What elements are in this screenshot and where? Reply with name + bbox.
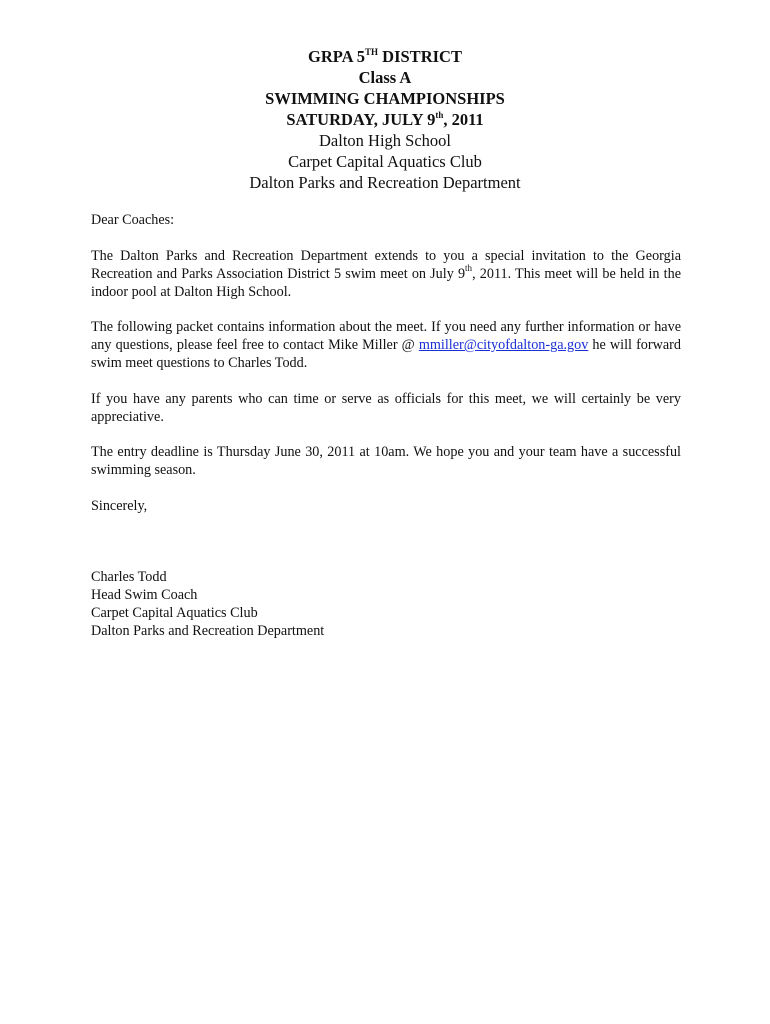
letter-heading — [0, 46, 770, 193]
heading-district: GRPA 5TH DISTRICT — [308, 46, 462, 66]
signature-block — [91, 568, 324, 640]
signature-org-club: Carpet Capital Aquatics Club — [91, 605, 258, 621]
paragraph-deadline: The entry deadline is Thursday June 30, 2011 at 10am. We hope you and your team have a successful swimming season. — [91, 444, 681, 478]
email-link[interactable]: mmiller@cityofdalton-ga.gov — [418, 337, 589, 353]
heading-class: Class A — [358, 68, 412, 87]
paragraph-contact: The following packet contains information about the meet. If you need any further information or have any questions, please feel free to contact Mike Miller @ mmiller@cityofdalton-ga.gov he will forward swim meet questions to Charles Todd. — [91, 319, 681, 371]
paragraph-invitation: The Dalton Parks and Recreation Department extends to you a special invitation to the Georgia Recreation and Parks Association District 5 swim meet on July 9th, 2011. This meet will be held in the indoor pool at Dalton High School. — [91, 248, 681, 300]
signature-title: Head Swim Coach — [91, 587, 198, 603]
salutation: Dear Coaches: — [91, 212, 175, 228]
closing: Sincerely, — [91, 498, 148, 514]
heading-venue: Dalton High School — [319, 131, 451, 150]
heading-department: Dalton Parks and Recreation Department — [249, 173, 521, 192]
signature-name: Charles Todd — [91, 569, 167, 585]
heading-club: Carpet Capital Aquatics Club — [288, 152, 482, 171]
heading-date: SATURDAY, JULY 9th, 2011 — [286, 109, 484, 129]
heading-event: SWIMMING CHAMPIONSHIPS — [265, 89, 505, 108]
paragraph-officials: If you have any parents who can time or serve as officials for this meet, we will certainly be very appreciative. — [91, 391, 681, 425]
signature-org-department: Dalton Parks and Recreation Department — [91, 623, 325, 639]
